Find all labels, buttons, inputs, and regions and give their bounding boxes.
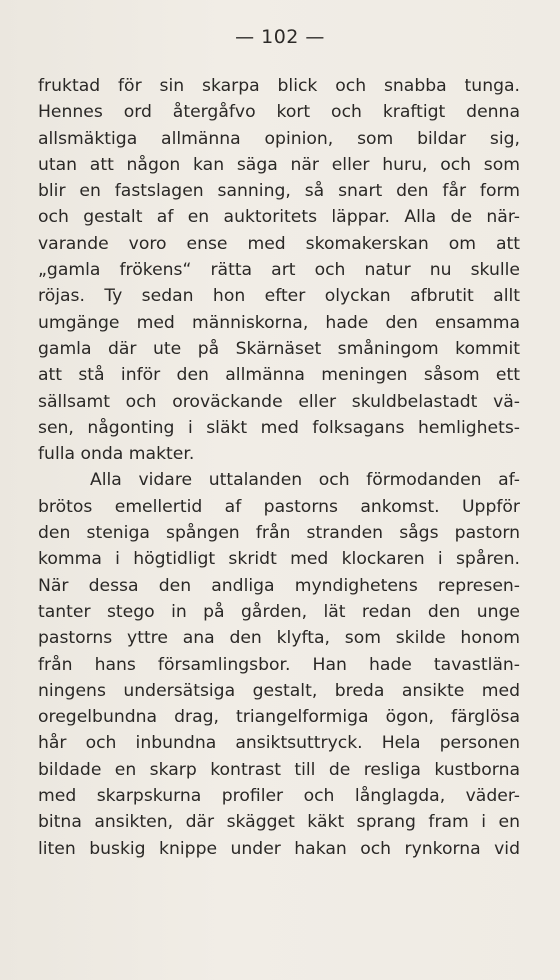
text-line: sen, någonting i släkt med folksagans hemlighets-: [38, 417, 520, 438]
text-line: brötos emellertid af pastorns ankomst. Uppför: [38, 496, 520, 517]
text-line: bitna ansikten, där skägget käkt sprang fram i en: [38, 812, 520, 833]
text-line: ningens undersätsiga gestalt, breda ansikte med: [38, 680, 520, 701]
text-line: varande voro ense med skomakerskan om att: [38, 233, 520, 254]
text-line: oregelbundna drag, triangelformiga ögon, färglösa: [38, 707, 520, 728]
text-line: När dessa den andliga myndighetens represen-: [38, 575, 520, 596]
text-line: „gamla frökens“ rätta art och natur nu skulle: [38, 260, 520, 281]
text-line: den steniga spången från stranden sågs pastorn: [38, 523, 520, 544]
text-line: bildade en skarp kontrast till de resliga kustborna: [38, 759, 520, 780]
text-line: allsmäktiga allmänna opinion, som bildar sig,: [38, 128, 520, 149]
text-line: utan att någon kan säga när eller huru, och som: [38, 154, 520, 175]
body-text: [38, 73, 520, 862]
text-line: röjas. Ty sedan hon efter olyckan afbrutit allt: [38, 286, 520, 307]
text-line: att stå inför den allmänna meningen såsom ett: [38, 365, 520, 386]
page-number: — 102 —: [235, 26, 325, 48]
text-line: från hans församlingsbor. Han hade tavastlän-: [38, 654, 520, 675]
text-line: fulla onda makter.: [38, 444, 195, 465]
text-line: Alla vidare uttalanden och förmodanden af-: [90, 470, 520, 491]
text-line: Hennes ord återgåfvo kort och kraftigt denna: [38, 102, 520, 123]
text-line: komma i högtidligt skridt med klockaren i spåren.: [38, 549, 520, 570]
text-line: och gestalt af en auktoritets läppar. Alla de när-: [38, 207, 520, 228]
text-line: sällsamt och oroväckande eller skuldbelastadt vä-: [38, 391, 520, 412]
text-line: gamla där ute på Skärnäset småningom kommit: [38, 338, 520, 359]
text-line: pastorns yttre ana den klyfta, som skilde honom: [38, 628, 520, 649]
text-line: liten buskig knippe under hakan och rynkorna vid: [38, 838, 520, 859]
text-line: umgänge med människorna, hade den ensamma: [38, 312, 520, 333]
text-line: fruktad för sin skarpa blick och snabba tunga.: [38, 76, 520, 96]
text-line: hår och inbundna ansiktsuttryck. Hela personen: [38, 733, 520, 754]
text-line: blir en fastslagen sanning, så snart den får form: [38, 181, 520, 202]
text-line: med skarpskurna profiler och långlagda, väder-: [38, 786, 520, 807]
text-line: tanter stego in på gården, lät redan den unge: [38, 601, 520, 622]
